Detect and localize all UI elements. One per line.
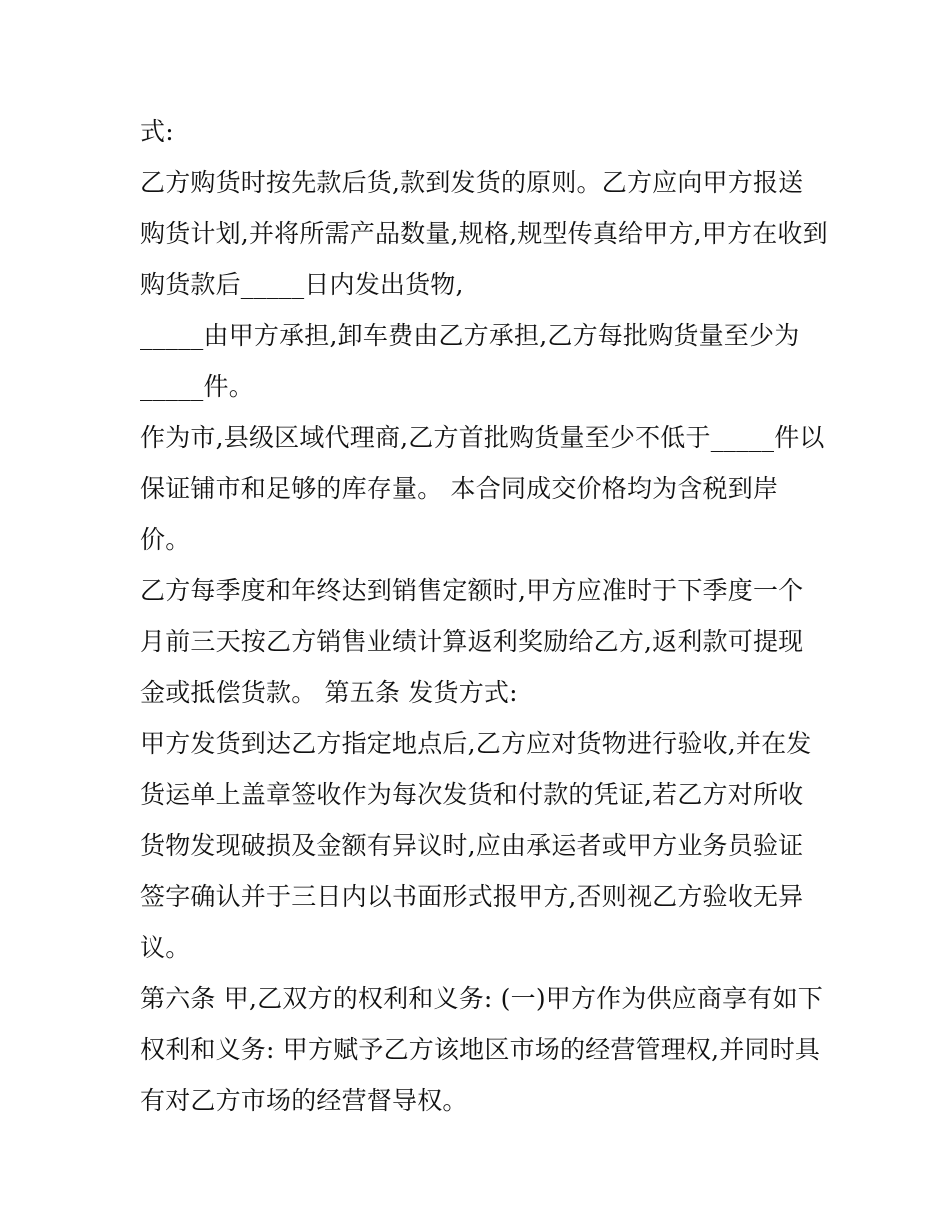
text-line-14: 货运单上盖章签收作为每次发货和付款的凭证,若乙方对所收 bbox=[140, 780, 804, 809]
text-line-13: 甲方发货到达乙方指定地点后,乙方应对货物进行验收,并在发 bbox=[140, 729, 812, 758]
text-line-17: 议。 bbox=[140, 933, 191, 962]
text-line-20: 有对乙方市场的经营督导权。 bbox=[140, 1086, 468, 1115]
text-line-5: _____由甲方承担,卸车费由乙方承担,乙方每批购货量至少为 bbox=[140, 321, 800, 350]
text-line-19: 权利和义务: 甲方赋予乙方该地区市场的经营管理权,并同时具 bbox=[140, 1035, 821, 1064]
text-line-18: 第六条 甲,乙双方的权利和义务: (一)甲方作为供应商享有如下 bbox=[140, 984, 823, 1013]
text-line-16: 签字确认并于三日内以书面形式报甲方,否则视乙方验收无异 bbox=[140, 882, 804, 911]
text-line-8: 保证铺市和足够的库存量。 本合同成交价格均为含税到岸 bbox=[140, 474, 779, 503]
text-line-12: 金或抵偿货款。 第五条 发货方式: bbox=[140, 678, 518, 707]
text-line-6: _____件。 bbox=[140, 372, 254, 401]
text-line-11: 月前三天按乙方销售业绩计算返利奖励给乙方,返利款可提现 bbox=[140, 627, 804, 656]
text-line-3: 购货计划,并将所需产品数量,规格,规型传真给甲方,甲方在收到 bbox=[140, 219, 828, 248]
text-line-1: 式: bbox=[140, 117, 174, 146]
contract-text bbox=[140, 106, 830, 1126]
text-line-2: 乙方购货时按先款后货,款到发货的原则。乙方应向甲方报送 bbox=[140, 168, 804, 197]
text-line-7: 作为市,县级区域代理商,乙方首批购货量至少不低于_____件以 bbox=[140, 423, 825, 452]
text-line-15: 货物发现破损及金额有异议时,应由承运者或甲方业务员验证 bbox=[140, 831, 804, 860]
text-line-9: 价。 bbox=[140, 525, 191, 554]
text-line-4: 购货款后_____日内发出货物, bbox=[140, 270, 464, 299]
text-line-10: 乙方每季度和年终达到销售定额时,甲方应准时于下季度一个 bbox=[140, 576, 804, 605]
